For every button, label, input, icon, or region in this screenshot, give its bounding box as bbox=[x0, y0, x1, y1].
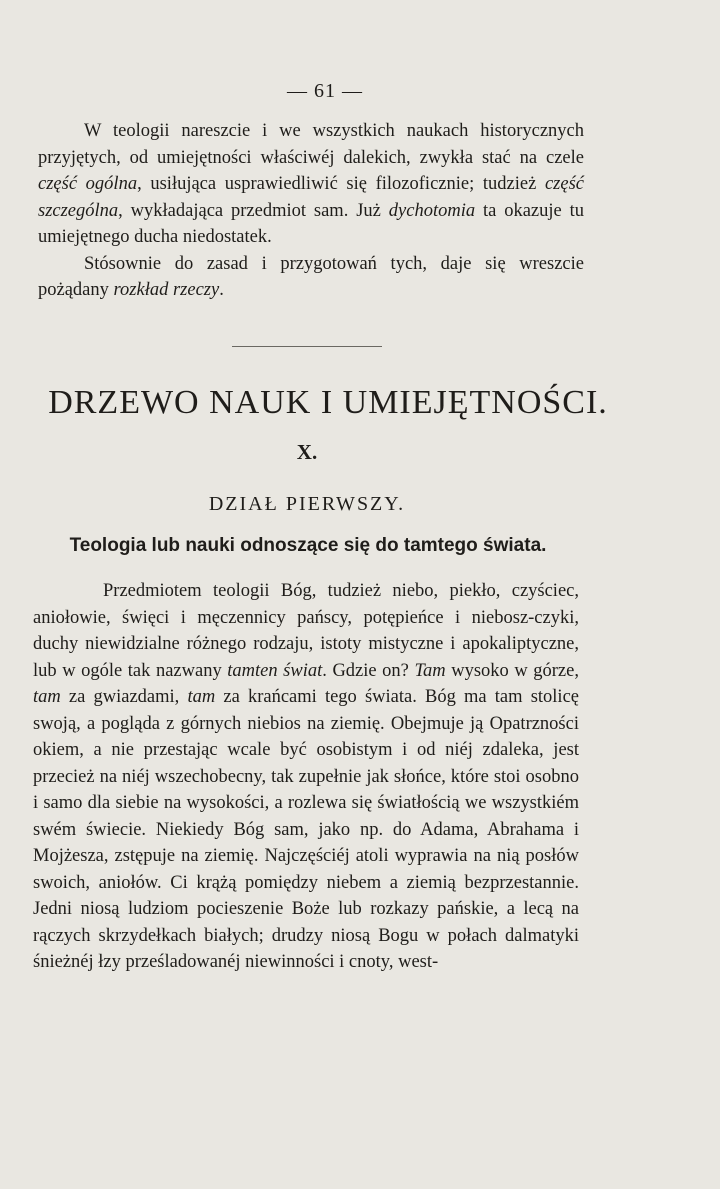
text-run: wysoko w górze, bbox=[445, 660, 579, 681]
italic-term: tamten świat bbox=[227, 660, 323, 681]
italic-term: dychotomia bbox=[388, 200, 476, 221]
italic-term: tam bbox=[33, 687, 61, 707]
page-number: — 61 — bbox=[287, 80, 363, 102]
text-run: Przedmiotem teologii Bóg, tudzież niebo, piekło, czyściec, aniołowie, święci i męczennicy pańscy, potępieńce i niebosz-czyki, duchy niewidzialne różnego rodzaju, istoty mistyczne i apokaliptyczne, lub w ogóle tak nazwany bbox=[33, 581, 579, 681]
text-run: , wykładająca przedmiot sam. Już bbox=[118, 200, 389, 221]
text-run: Stósownie do zasad i przygotowań tych, daje się wreszcie pożądany bbox=[38, 253, 584, 300]
text-run: ta okazuje tu umiejętnego ducha niedostatek. bbox=[38, 200, 584, 247]
section-subtitle: Teologia lub nauki odnoszące się do tamtego świata. bbox=[69, 535, 547, 556]
intro-paragraph-1 bbox=[38, 118, 584, 251]
intro-paragraph-2 bbox=[38, 251, 584, 304]
text-run: . bbox=[219, 280, 224, 300]
italic-term: część szczególna bbox=[38, 174, 584, 221]
text-run: W teologii nareszcie i we wszystkich naukach historycznych przyjętych, od umiejętności właściwéj dalekich, zwykła stać na czele bbox=[38, 121, 584, 168]
text-run: za gwiazdami, bbox=[60, 687, 188, 707]
italic-term: rozkład rzeczy bbox=[113, 280, 220, 300]
body-paragraph bbox=[33, 578, 579, 976]
text-run: , usiłująca usprawiedliwić się filozoficznie; tudzież bbox=[137, 174, 545, 194]
italic-term: część ogólna bbox=[38, 174, 138, 194]
intro-text bbox=[38, 118, 584, 304]
italic-term: Tam bbox=[414, 660, 446, 681]
italic-term: tam bbox=[187, 687, 216, 707]
section-title: DZIAŁ PIERWSZY. bbox=[208, 493, 406, 515]
main-title: DRZEWO NAUK I UMIEJĘTNOŚCI. bbox=[48, 384, 608, 421]
text-run: . Gdzie on? bbox=[322, 660, 415, 681]
section-divider bbox=[232, 346, 382, 347]
chapter-numeral: X. bbox=[296, 440, 318, 464]
text-run: za krańcami tego świata. Bóg ma tam stolicę swoją, a pogląda z górnych niebios na ziemię. Obejmuje ją Opatrzności okiem, a nie przestając wcale być osobistym i od niéj zdaleka, jest przecież na niéj wszechobecny, tak zupełnie jak słońce, które stoi osobno i samo dla siebie na wysokości, a rozlewa się światłością we wszystkiém swém świecie. Niekiedy Bóg sam, jako np. do Adama, Abrahama i Mojżesza, zstępuje na ziemię. Najczęściéj atoli wyprawia na nią posłów swoich, aniołów. Ci krążą pomiędzy niebem a ziemią bezprzestannie. Jedni niosą ludziom pocieszenie Boże lub rozkazy pańskie, a lecą na rączych skrzydełkach białych; drudzy niosą Bogu w połach dalmatyki śnieżnéj łzy prześladowanéj niewinności i cnoty, west- bbox=[33, 687, 579, 972]
